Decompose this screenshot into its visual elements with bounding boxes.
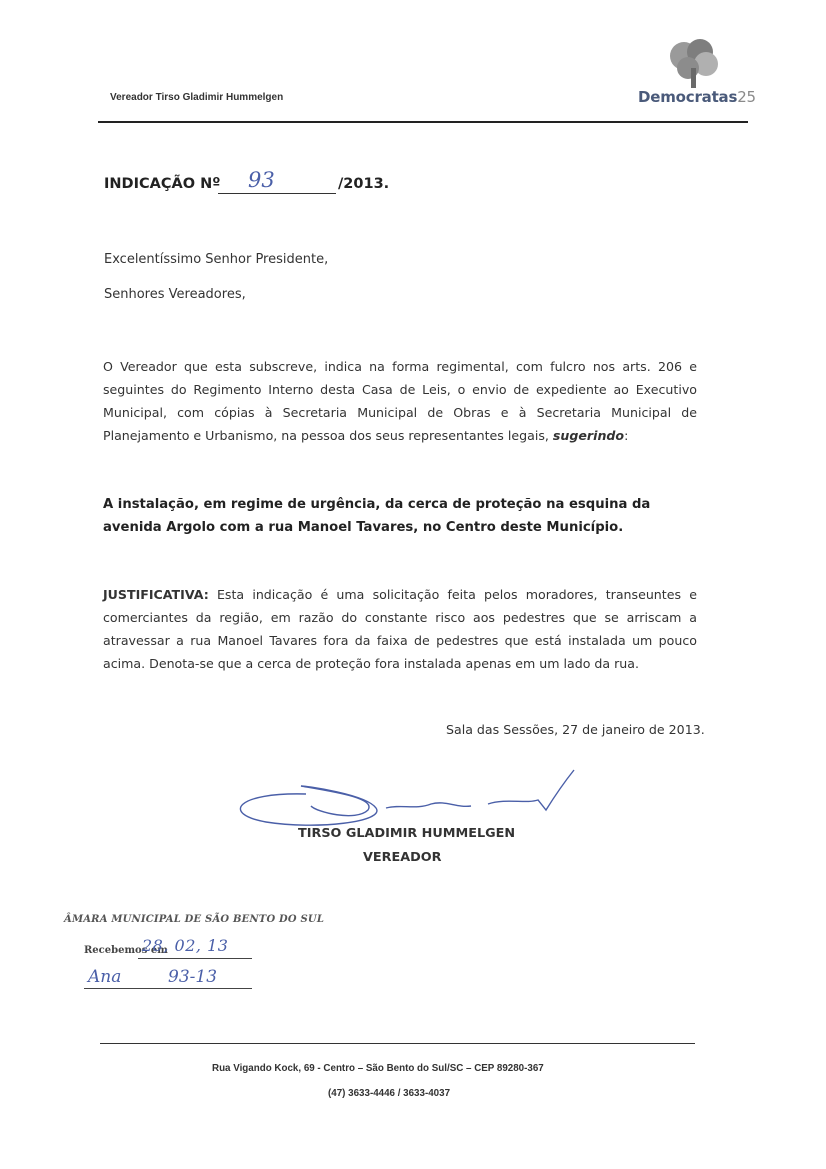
intro-text: O Vereador que esta subscreve, indica na forma regimental, com fulcro nos arts. 206 e seguintes do Regimento Interno desta Casa de Leis, o envio de expediente ao Executivo Municipal, com cópias à Secretaria Municipal de Obras e à Secretaria Municipal de Planejamento e Urbanismo, na pessoa dos seus representantes legais,: [103, 359, 697, 443]
stamp-received-label: Recebemos em: [84, 945, 168, 956]
stamp-date-line: [138, 958, 252, 959]
party-logo-text: [638, 88, 756, 106]
stamp-received-date: 28, 02, 13: [142, 936, 229, 955]
intro-paragraph: [103, 355, 697, 447]
intro-emphasis: sugerindo: [552, 428, 625, 443]
session-date: Sala das Sessões, 27 de janeiro de 2013.: [446, 722, 705, 737]
stamp-name-line: [84, 988, 252, 989]
justification-paragraph: [103, 583, 697, 675]
justification-label: JUSTIFICATIVA:: [103, 587, 209, 602]
indicacao-label: INDICAÇÃO Nº: [104, 176, 221, 192]
footer-divider: [100, 1043, 695, 1044]
author-header: Vereador Tirso Gladimir Hummelgen: [110, 92, 284, 103]
signer-name: TIRSO GLADIMIR HUMMELGEN: [298, 826, 516, 841]
stamp-handwritten-name: Ana: [88, 967, 122, 987]
signer-title: VEREADOR: [363, 850, 442, 865]
salutation-councilors: Senhores Vereadores,: [104, 287, 246, 302]
header-divider: [98, 121, 748, 123]
handwritten-signature: [226, 764, 586, 830]
justification-text: Esta indicação é uma solicitação feita pelos moradores, transeuntes e comerciantes da região, em razão do constante risco aos pedestres que se arriscam a atravessar a rua Manoel Tavares fora da faixa de pedestres que está instalada um pouco acima. Denota-se que a cerca de proteção fora instalada apenas em um lado da rua.: [103, 587, 697, 671]
tree-logo-icon: [666, 38, 722, 90]
party-name: Democratas: [638, 88, 738, 106]
stamp-handwritten-number: 93-13: [168, 967, 218, 987]
indicacao-year: /2013.: [338, 176, 390, 192]
request-paragraph: A instalação, em regime de urgência, da cerca de proteção na esquina da avenida Argolo com a rua Manoel Tavares, no Centro deste Município.: [103, 497, 651, 535]
indicacao-number-handwritten: 93: [248, 168, 275, 192]
salutation-president: Excelentíssimo Senhor Presidente,: [104, 252, 329, 267]
indicacao-number-line: [218, 193, 336, 194]
stamp-institution: ÂMARA MUNICIPAL DE SÃO BENTO DO SUL: [64, 914, 325, 925]
footer-address: Rua Vigando Kock, 69 - Centro – São Bento do Sul/SC – CEP 89280-367: [212, 1063, 544, 1074]
intro-end: :: [624, 428, 629, 443]
party-number: 25: [737, 88, 756, 106]
footer-phones: (47) 3633-4446 / 3633-4037: [328, 1088, 451, 1099]
